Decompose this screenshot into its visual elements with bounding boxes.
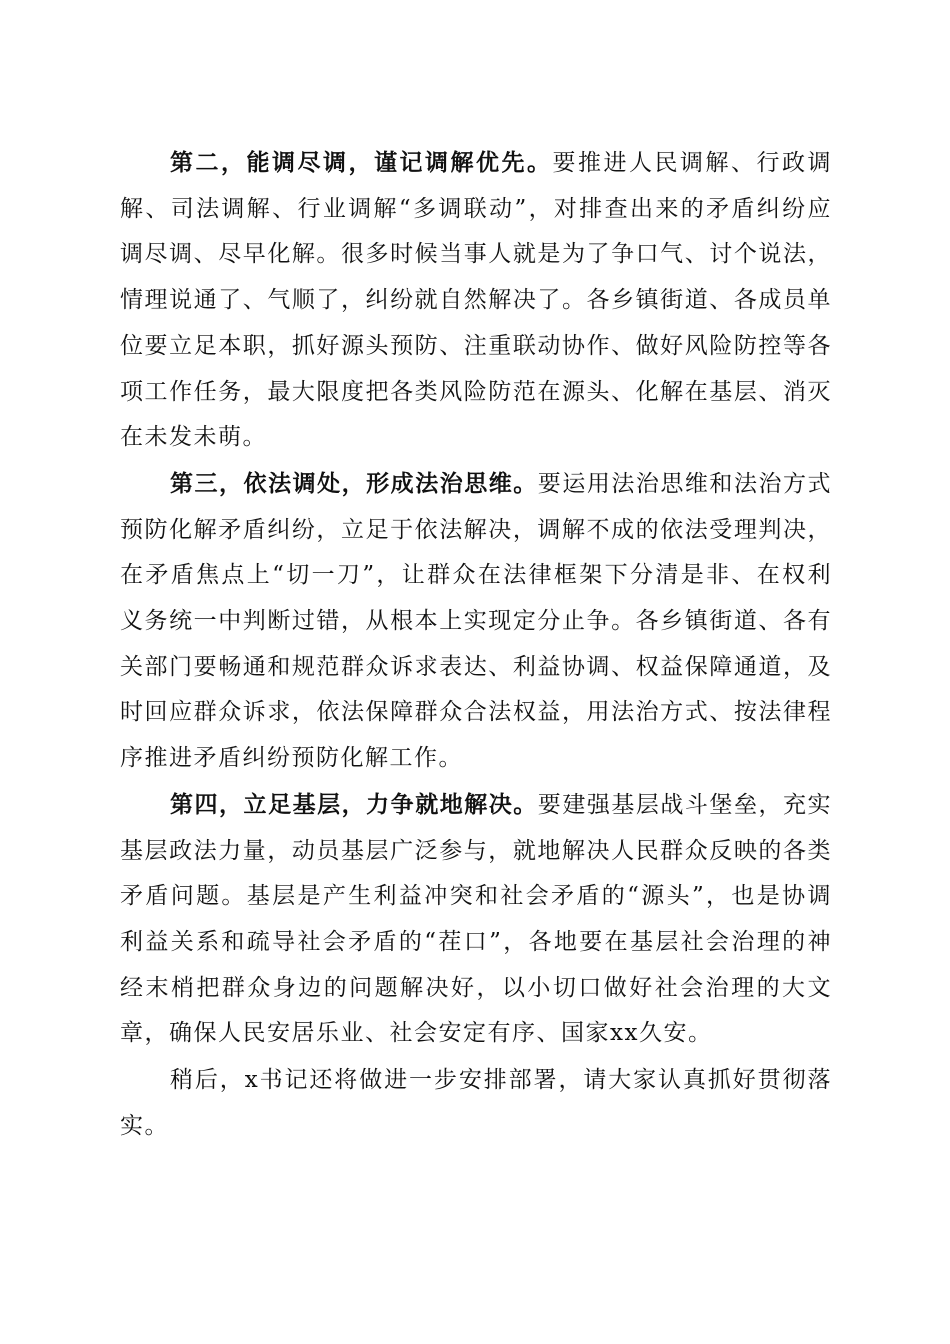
paragraph-second-point (120, 140, 832, 461)
paragraph-heading: 第三，依法调处，形成法治思维。 (170, 469, 538, 497)
paragraph-closing (120, 1057, 832, 1149)
paragraph-text: 要建强基层战斗堡垒，充实基层政法力量，动员基层广泛参与，就地解决人民群众反映的各类矛盾问题。基层是产生利益冲突和社会矛盾的“源头”，也是协调利益关系和疏导社会矛盾的“茬口”，各地要在基层社会治理的神经末梢把群众身边的问题解决好，以小切口做好社会治理的大文章，确保人民安居乐业、社会安定有序、国家xx久安。 (120, 791, 833, 1047)
paragraph-text: 稍后，x书记还将做进一步安排部署，请大家认真抓好贯彻落实。 (120, 1067, 832, 1139)
paragraph-fourth-point (120, 782, 832, 1057)
paragraph-third-point (120, 461, 832, 782)
paragraph-text: 要推进人民调解、行政调解、司法调解、行业调解“多调联动”，对排查出来的矛盾纠纷应调尽调、尽早化解。很多时候当事人就是为了争口气、讨个说法，情理说通了、气顺了，纠纷就自然解决了。各乡镇街道、各成员单位要立足本职，抓好源头预防、注重联动协作、做好风险防控等各项工作任务，最大限度把各类风险防范在源头、化解在基层、消灭在未发未萌。 (120, 150, 832, 451)
paragraph-text: 要运用法治思维和法治方式预防化解矛盾纠纷，立足于依法解决，调解不成的依法受理判决，在矛盾焦点上“切一刀”，让群众在法律框架下分清是非、在权利义务统一中判断过错，从根本上实现定分止争。各乡镇街道、各有关部门要畅通和规范群众诉求表达、利益协调、权益保障通道，及时回应群众诉求，依法保障群众合法权益，用法治方式、按法律程序推进矛盾纠纷预防化解工作。 (120, 470, 833, 772)
paragraph-heading: 第二，能调尽调，谨记调解优先。 (170, 149, 553, 176)
paragraph-heading: 第四，立足基层，力争就地解决。 (170, 790, 538, 818)
document-body (120, 140, 832, 1149)
